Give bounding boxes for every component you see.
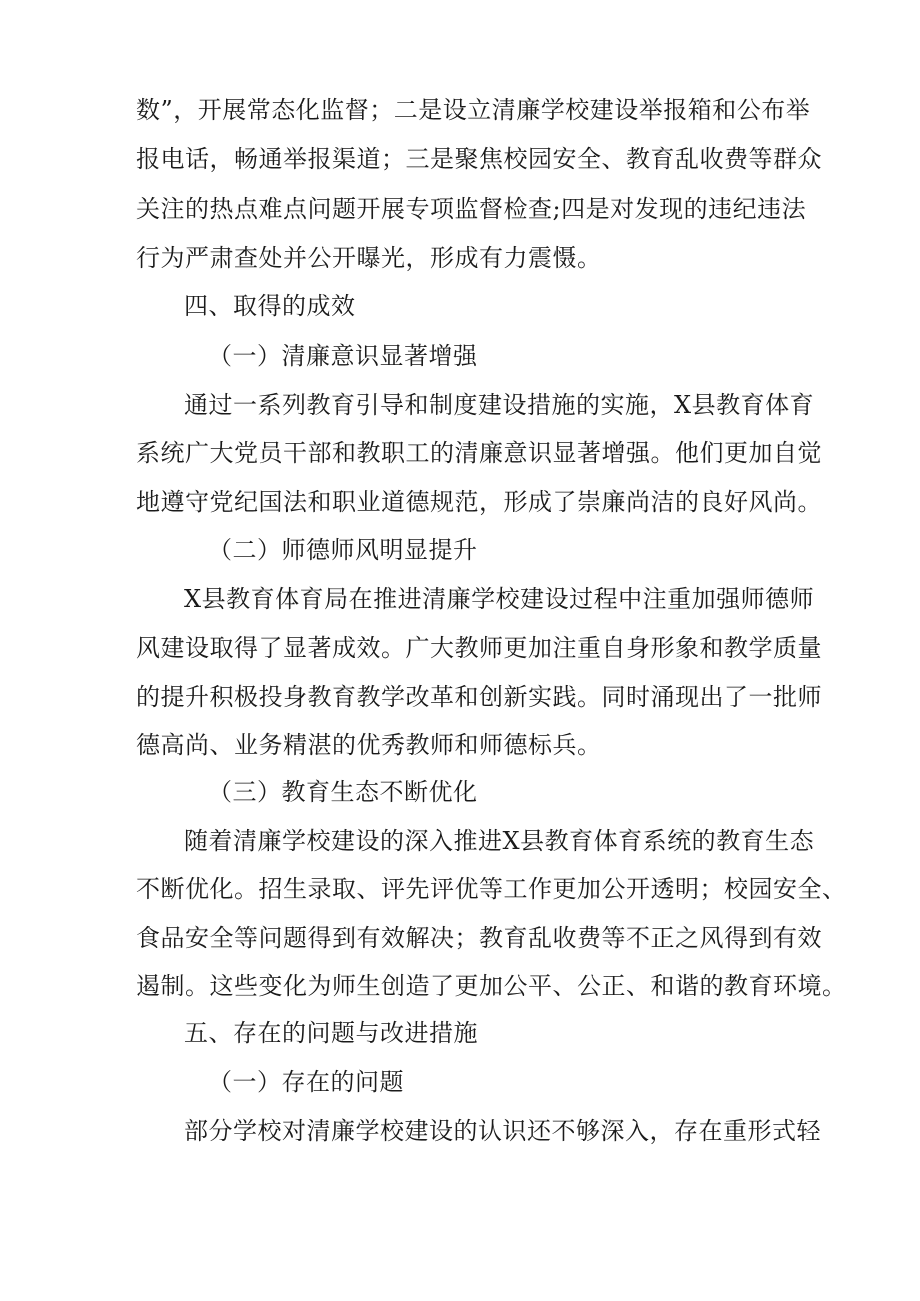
body-text-line: 地遵守党纪国法和职业道德规范，形成了崇廉尚洁的良好风尚。 — [136, 488, 822, 516]
section-heading: 四、取得的成效 — [184, 292, 356, 320]
body-text-line: 德高尚、业务精湛的优秀教师和师德标兵。 — [136, 731, 602, 759]
body-text-line: 风建设取得了显著成效。广大教师更加注重自身形象和教学质量 — [136, 634, 822, 662]
body-text-line: 食品安全等问题得到有效解决；教育乱收费等不正之风得到有效 — [136, 924, 822, 952]
body-text-line: X县教育体育局在推进清廉学校建设过程中注重加强师德师 — [184, 585, 815, 613]
subsection-heading: （一）清廉意识显著增强 — [208, 342, 478, 370]
body-text-line: 的提升积极投身教育教学改革和创新实践。同时涌现出了一批师 — [136, 683, 822, 711]
body-text-line: 数”，开展常态化监督；二是设立清廉学校建设举报箱和公布举 — [136, 96, 811, 124]
body-text-line: 通过一系列教育引导和制度建设措施的实施，X县教育体育 — [184, 391, 815, 419]
subsection-heading: （一）存在的问题 — [208, 1068, 404, 1096]
section-heading: 五、存在的问题与改进措施 — [184, 1019, 478, 1047]
body-text-line: 遏制。这些变化为师生创造了更加公平、公正、和谐的教育环境。 — [136, 972, 847, 1000]
subsection-heading: （二）师德师风明显提升 — [208, 536, 478, 564]
body-text-line: 行为严肃查处并公开曝光，形成有力震慑。 — [136, 244, 602, 272]
body-text-line: 报电话，畅通举报渠道；三是聚焦校园安全、教育乱收费等群众 — [136, 145, 822, 173]
body-text-line: 系统广大党员干部和教职工的清廉意识显著增强。他们更加自觉 — [136, 439, 822, 467]
body-text-line: 随着清廉学校建设的深入推进X县教育体育系统的教育生态 — [184, 827, 815, 855]
body-text-line: 不断优化。招生录取、评先评优等工作更加公开透明；校园安全、 — [136, 875, 847, 903]
subsection-heading: （三）教育生态不断优化 — [208, 778, 478, 806]
body-text-line: 部分学校对清廉学校建设的认识还不够深入，存在重形式轻 — [184, 1117, 821, 1145]
body-text-line: 关注的热点难点问题开展专项监督检查;四是对发现的违纪违法 — [136, 195, 807, 223]
